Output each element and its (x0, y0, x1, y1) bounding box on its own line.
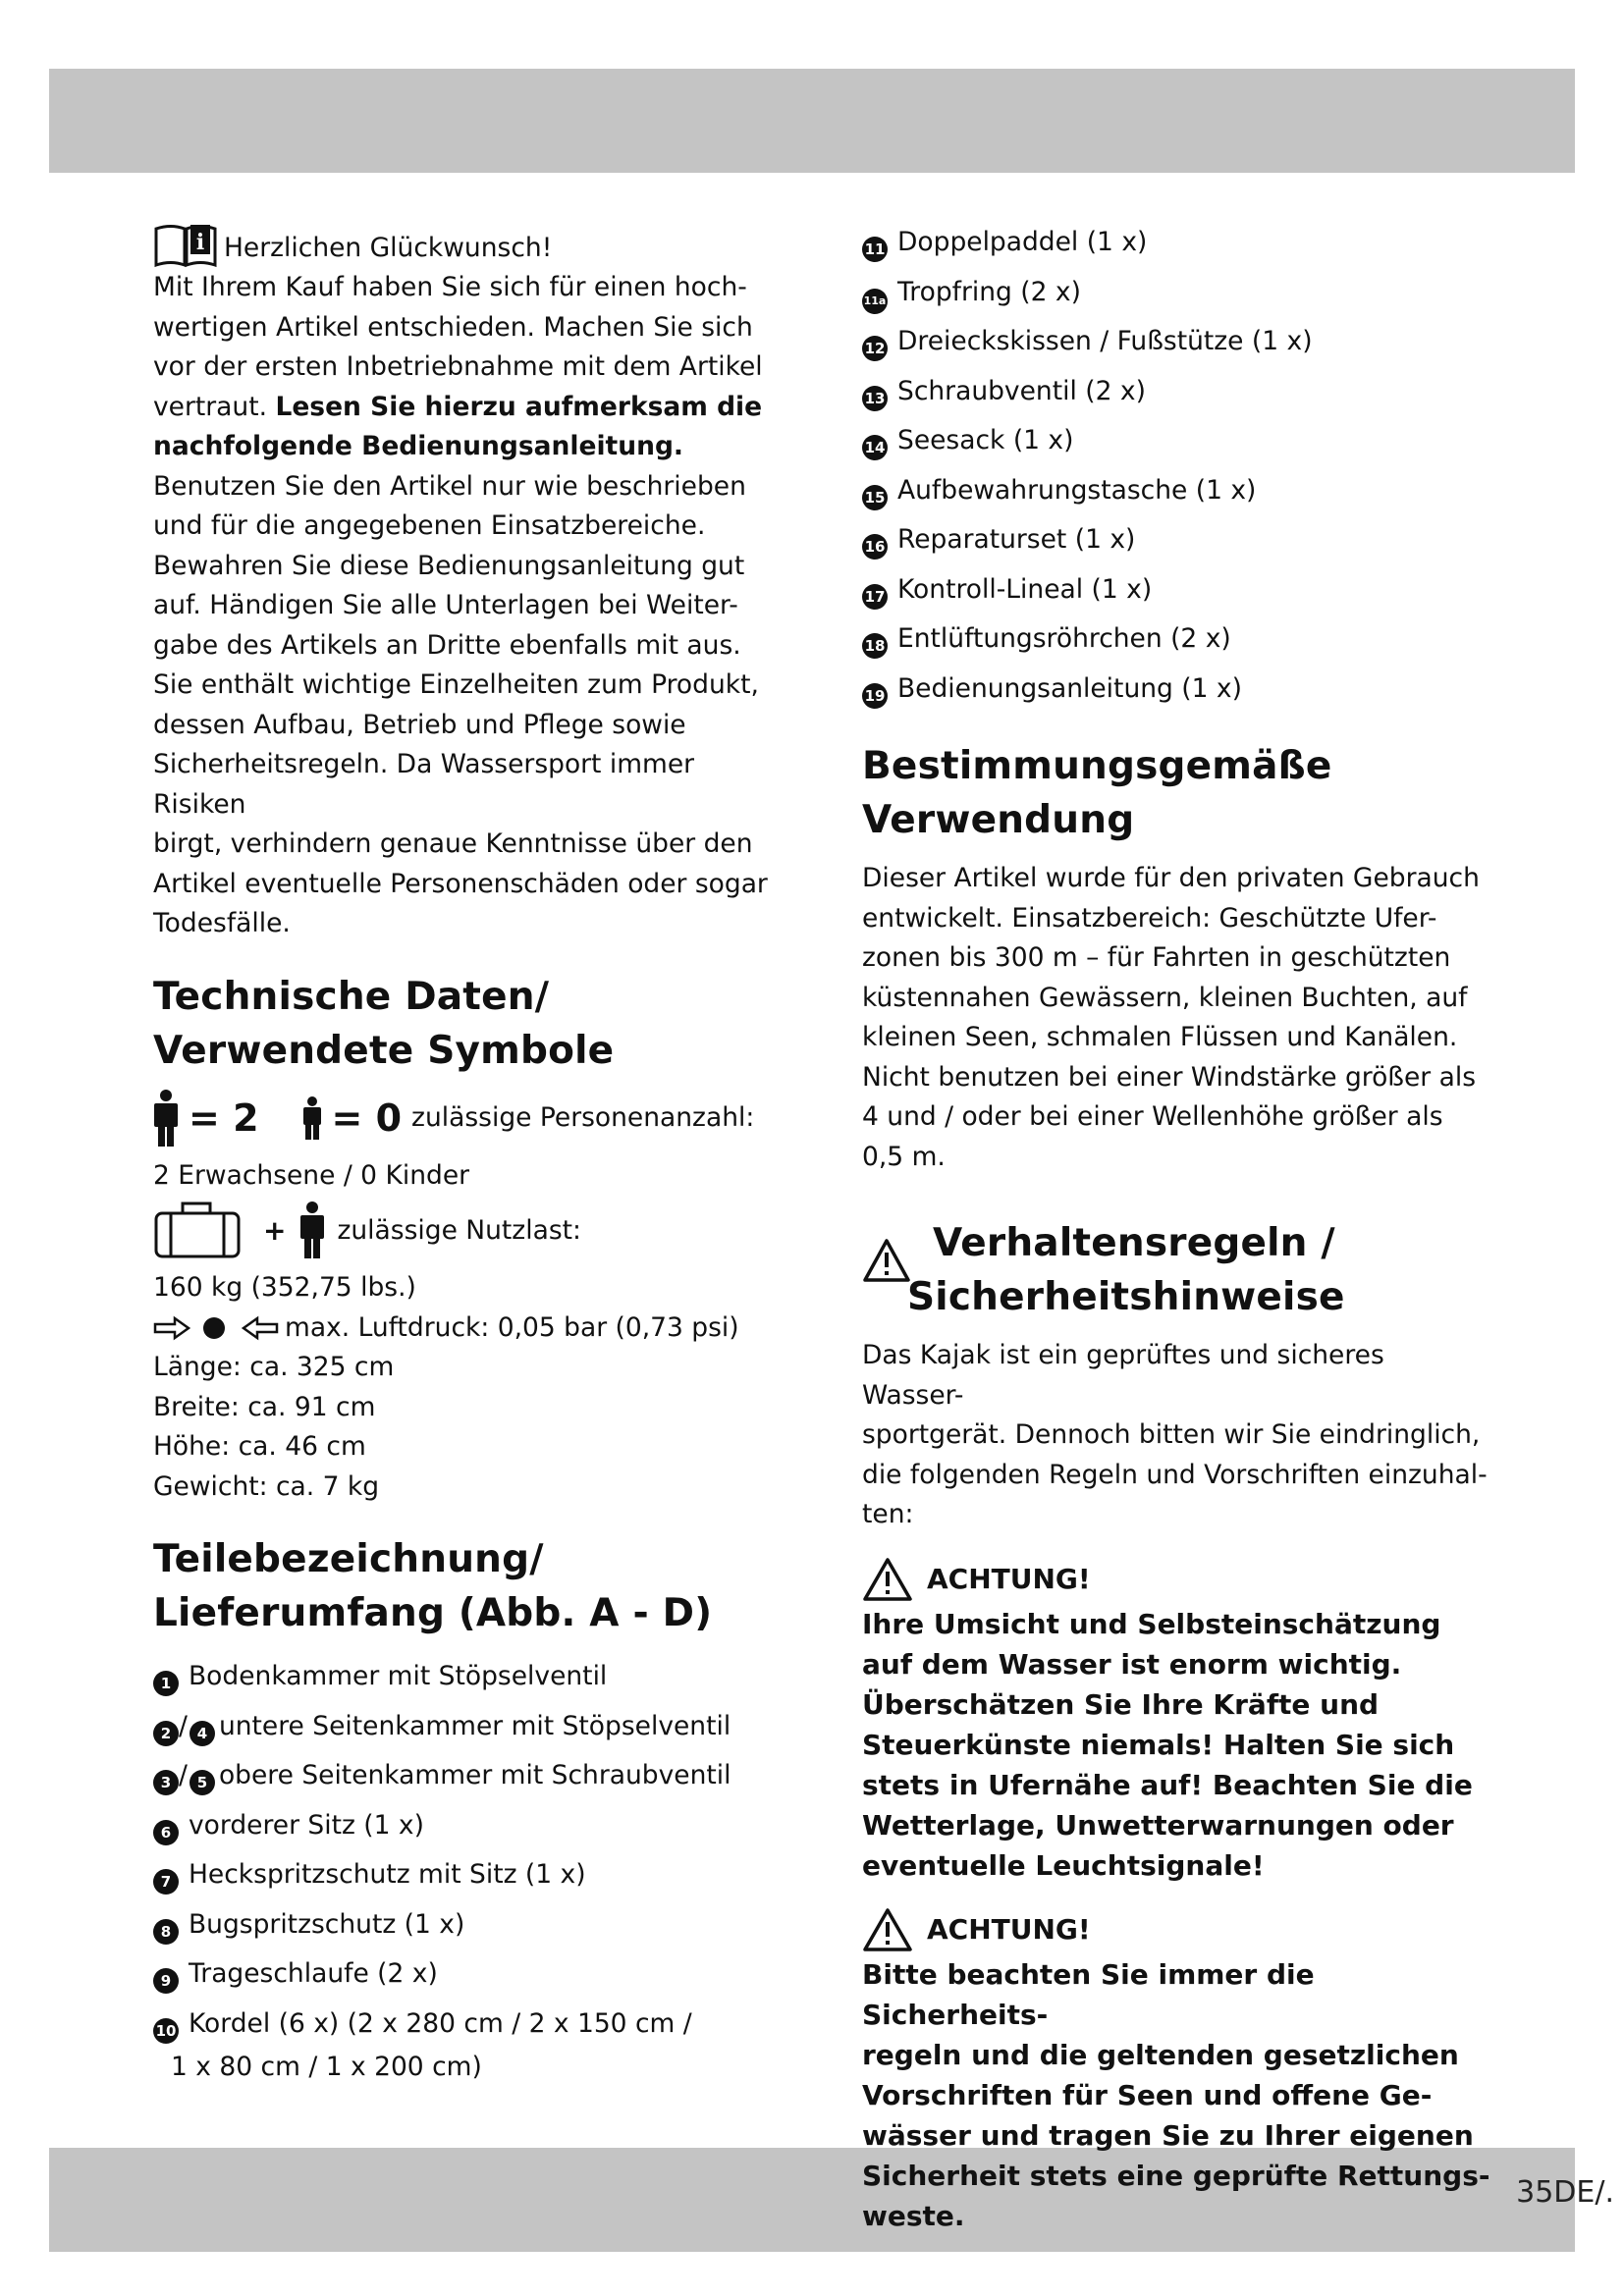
number-badge: 7 (153, 1869, 179, 1895)
number-badge: 14 (862, 435, 888, 460)
item-text: vorderer Sitz (1 x) (189, 1809, 424, 1841)
persons-label: zulässige Personenanzahl: (411, 1102, 755, 1133)
persons-value: 2 Erwachsene / 0 Kinder (153, 1159, 470, 1191)
intro-line: Bewahren Sie diese Bedienungsanleitung gut (153, 550, 745, 581)
warning-2-line: wässer und tragen Sie zu Ihrer eigenen (862, 2118, 1474, 2152)
number-badge: 6 (153, 1820, 179, 1845)
item-text: Dreieckskissen / Fußstütze (1 x) (897, 326, 1313, 356)
adult-person-icon (153, 1090, 179, 1147)
usage-heading-2: Verwendung (862, 798, 1135, 842)
intro-line: Sie enthält wichtige Einzelheiten zum Produkt, (153, 669, 759, 700)
warning-1-head (862, 1557, 1490, 1602)
warning-triangle-icon (862, 1238, 911, 1283)
intro-bold-2: nachfolgende Bedienungsanleitung. (153, 431, 683, 461)
number-badge: 5 (189, 1770, 215, 1795)
adult-count: = 2 (189, 1095, 259, 1140)
usage-line: entwickelt. Einsatzbereich: Geschützte Ufer- (862, 902, 1437, 934)
right-column (862, 218, 1490, 2236)
parts-list-right (862, 218, 1490, 714)
list-item (153, 1652, 782, 1702)
list-item (153, 2000, 782, 2050)
number-badge: 11 (862, 237, 888, 262)
item-text: Schraubventil (2 x) (897, 375, 1146, 406)
page-number: 35DE/. (1516, 2175, 1614, 2210)
weight-text: Gewicht: ca. 7 kg (153, 1470, 380, 1502)
usage-line: 0,5 m. (862, 1141, 946, 1172)
list-item (862, 367, 1490, 417)
usage-line: kleinen Seen, schmalen Flüssen und Kanälen. (862, 1022, 1458, 1052)
list-item (862, 317, 1490, 367)
parts-list-left (153, 1652, 782, 2086)
usage-heading-1: Bestimmungsgemäße (862, 744, 1332, 788)
number-badge: 9 (153, 1968, 179, 1994)
number-badge: 17 (862, 584, 888, 610)
intro-line: wertigen Artikel entschieden. Machen Sie sich (153, 311, 753, 343)
list-item (153, 1850, 782, 1900)
number-badge: 19 (862, 683, 888, 709)
item-text: obere Seitenkammer mit Schraubventil (218, 1760, 731, 1790)
list-item (862, 515, 1490, 565)
usage-line: küstennahen Gewässern, kleinen Buchten, auf (862, 982, 1468, 1013)
item-text: Tropfring (2 x) (897, 276, 1081, 307)
safety-heading-2: Sicherheitshinweise (907, 1275, 1345, 1319)
manual-info-icon (153, 221, 218, 268)
header-bar (49, 69, 1575, 173)
width-text: Breite: ca. 91 cm (153, 1391, 376, 1422)
list-item: 3 / 5 obere Seitenkammer mit Schraubventil (153, 1751, 782, 1801)
intro-line: Artikel eventuelle Personenschäden oder sogar (153, 868, 768, 899)
number-badge: 8 (153, 1919, 179, 1945)
warning-triangle-icon (862, 1557, 913, 1602)
persons-symbol-row (153, 1090, 782, 1147)
number-badge: 15 (862, 485, 888, 510)
number-badge: 12 (862, 336, 888, 361)
safety-line: ten: (862, 1499, 914, 1529)
left-column (153, 221, 782, 2086)
intro-line: Sicherheitsregeln. Da Wassersport immer Risiken (153, 749, 695, 820)
intro-bold-1: Lesen Sie hierzu aufmerksam die (275, 391, 763, 422)
warning-1-line: stets in Ufernähe auf! Beachten Sie die (862, 1768, 1473, 1801)
item-text: Aufbewahrungstasche (1 x) (897, 474, 1257, 506)
safety-heading (862, 1216, 1490, 1324)
number-badge: 16 (862, 534, 888, 560)
intro-line: gabe des Artikels an Dritte ebenfalls mit aus. (153, 629, 741, 661)
warning-1-line: auf dem Wasser ist enorm wichtig. (862, 1647, 1402, 1681)
safety-line: Das Kajak ist ein geprüftes und sicheres Wasser- (862, 1340, 1384, 1411)
intro-vertraut: vertraut. (153, 391, 268, 422)
item-text: Bugspritzschutz (1 x) (189, 1908, 465, 1940)
length-text: Länge: ca. 325 cm (153, 1352, 395, 1382)
item-text: untere Seitenkammer mit Stöpselventil (218, 1710, 731, 1741)
safety-line: die folgenden Regeln und Vorschriften einzuhal- (862, 1459, 1488, 1490)
warning-2-line: Bitte beachten Sie immer die Sicherheits- (862, 1957, 1315, 2031)
usage-line: Nicht benutzen bei einer Windstärke größer als (862, 1061, 1477, 1093)
item-text: Kordel (6 x) (2 x 280 cm / 2 x 150 cm / (189, 2007, 692, 2039)
list-item (862, 665, 1490, 715)
list-item (862, 416, 1490, 466)
load-value: 160 kg (352,75 lbs.) (153, 1272, 416, 1303)
intro-greeting: Herzlichen Glückwunsch! (224, 232, 553, 263)
number-badge: 11a (862, 289, 888, 314)
warning-triangle-icon (862, 1907, 913, 1952)
list-item (862, 466, 1490, 516)
warning-1-line: Überschätzen Sie Ihre Kräfte und (862, 1687, 1380, 1721)
warning-2-line: Vorschriften für Seen und offene Ge- (862, 2078, 1433, 2111)
intro-line: dessen Aufbau, Betrieb und Pflege sowie (153, 709, 686, 740)
number-badge: 18 (862, 633, 888, 659)
safety-heading-1: Verhaltensregeln / (933, 1221, 1335, 1265)
warning-1-line: eventuelle Leuchtsignale! (862, 1848, 1265, 1882)
item-text: Heckspritzschutz mit Sitz (1 x) (189, 1859, 586, 1890)
item-text: Bodenkammer mit Stöpselventil (189, 1661, 608, 1691)
pressure-arrows-icon (153, 1315, 279, 1341)
warning-2-line: regeln und die geltenden gesetzlichen (862, 2038, 1459, 2071)
intro-line-mixed (153, 388, 782, 428)
child-count: = 0 (331, 1095, 403, 1140)
person-load-icon (299, 1201, 325, 1258)
warning-2-line: weste. (862, 2199, 965, 2232)
intro-greeting-row (153, 221, 782, 268)
warning-2-head (862, 1907, 1490, 1952)
child-person-icon (302, 1096, 322, 1140)
item-text: Kontroll-Lineal (1 x) (897, 573, 1153, 605)
safety-line: sportgerät. Dennoch bitten wir Sie eindringlich, (862, 1419, 1481, 1450)
item-text: Bedienungsanleitung (1 x) (897, 672, 1242, 704)
intro-line: auf. Händigen Sie alle Unterlagen bei Weiter- (153, 590, 738, 620)
warning-1-line: Wetterlage, Unwetterwarnungen oder (862, 1808, 1454, 1842)
list-item (153, 1900, 782, 1950)
warning-2-label: ACHTUNG! (927, 1913, 1091, 1946)
intro-line: Todesfälle. (153, 908, 291, 938)
number-badge: 3 (153, 1770, 179, 1795)
pressure-row (153, 1308, 782, 1349)
item-text: Reparaturset (1 x) (897, 524, 1136, 555)
load-label: zulässige Nutzlast: (337, 1214, 581, 1246)
intro-line: und für die angegebenen Einsatzbereiche. (153, 510, 706, 541)
usage-line: zonen bis 300 m – für Fahrten in geschützten (862, 942, 1451, 973)
parts-heading-1: Teilebezeichnung/ (153, 1537, 544, 1581)
svg-text:i: i (195, 230, 205, 255)
item-text: Doppelpaddel (1 x) (897, 227, 1148, 257)
number-badge: 10 (153, 2018, 179, 2044)
height-text: Höhe: ca. 46 cm (153, 1431, 366, 1462)
item-text: Seesack (1 x) (897, 425, 1074, 455)
intro-line: birgt, verhindern genaue Kenntnisse über den (153, 828, 753, 859)
number-badge: 1 (153, 1671, 179, 1696)
warning-2-line: Sicherheit stets eine geprüfte Rettungs- (862, 2159, 1490, 2192)
luggage-icon (153, 1201, 242, 1258)
usage-line: 4 und / oder bei einer Wellenhöhe größer als (862, 1101, 1443, 1132)
number-badge: 2 (153, 1721, 179, 1746)
parts-heading-2: Lieferumfang (Abb. A - D) (153, 1591, 713, 1635)
number-badge: 4 (189, 1721, 215, 1746)
intro-line: Benutzen Sie den Artikel nur wie beschrieben (153, 470, 746, 502)
tech-heading-2: Verwendete Symbole (153, 1028, 615, 1073)
intro-line: vor der ersten Inbetriebnahme mit dem Artikel (153, 351, 763, 382)
item-text: Entlüftungsröhrchen (2 x) (897, 623, 1231, 654)
pressure-text: max. Luftdruck: 0,05 bar (0,73 psi) (285, 1311, 739, 1343)
plus-sign: + (263, 1213, 287, 1247)
tech-heading-1: Technische Daten/ (153, 974, 550, 1019)
warning-1-line: Steuerkünste niemals! Halten Sie sich (862, 1728, 1455, 1761)
intro-line: Mit Ihrem Kauf haben Sie sich für einen hoch- (153, 272, 747, 302)
load-symbol-row (153, 1201, 782, 1258)
list-item: 2 / 4 untere Seitenkammer mit Stöpselventil (153, 1702, 782, 1752)
usage-line: Dieser Artikel wurde für den privaten Gebrauch (862, 863, 1480, 893)
list-item (862, 268, 1490, 318)
list-item (862, 565, 1490, 615)
list-item-continuation: 1 x 80 cm / 1 x 200 cm) (171, 2052, 482, 2082)
list-item (862, 614, 1490, 665)
list-item (153, 1801, 782, 1851)
warning-1-label: ACHTUNG! (927, 1563, 1091, 1595)
list-item (862, 218, 1490, 268)
warning-1-line: Ihre Umsicht und Selbsteinschätzung (862, 1607, 1441, 1640)
item-text: Trageschlaufe (2 x) (189, 1958, 438, 1989)
list-item (153, 1949, 782, 2000)
number-badge: 13 (862, 386, 888, 411)
